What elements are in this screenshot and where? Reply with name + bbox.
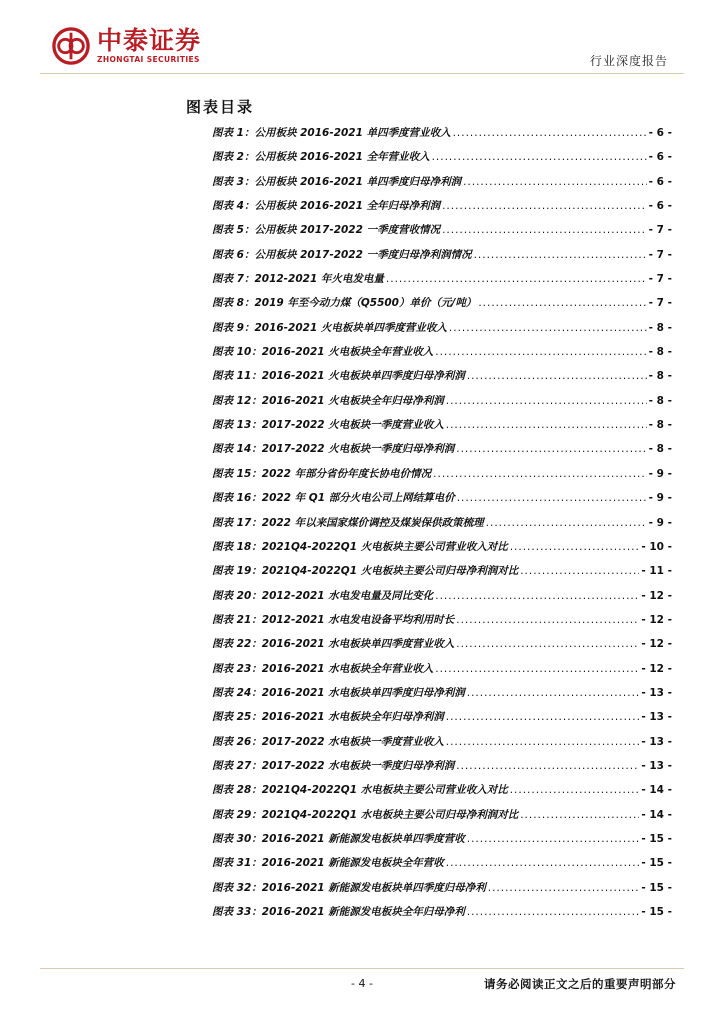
toc-entry-label: 图表 4：公用板块 2016-2021 全年归母净利润 xyxy=(212,200,441,213)
toc-leader-dots xyxy=(449,322,647,334)
toc-leader-dots xyxy=(510,784,640,796)
toc-entry-page: - 8 - xyxy=(648,346,672,359)
toc-entry-label: 图表 3：公用板块 2016-2021 单四季度归母净利润 xyxy=(212,175,462,188)
toc-entry[interactable] xyxy=(212,417,672,441)
toc-entry[interactable] xyxy=(212,247,672,271)
toc-entry-label: 图表 23：2016-2021 水电板块全年营业收入 xyxy=(212,662,434,675)
toc-leader-dots xyxy=(453,127,647,139)
toc-entry-page: - 15 - xyxy=(641,881,672,894)
toc-entry-page: - 15 - xyxy=(641,906,672,918)
toc-entry-page: - 7 - xyxy=(648,297,672,310)
toc-entry[interactable] xyxy=(212,198,672,222)
toc-entry-page: - 7 - xyxy=(648,273,672,286)
toc-entry-label: 图表 18：2021Q4-2022Q1 火电板块主要公司营业收入对比 xyxy=(212,540,508,553)
toc-entry[interactable] xyxy=(212,855,672,879)
toc-leader-dots xyxy=(435,663,639,675)
toc-entry-page: - 6 - xyxy=(648,127,672,139)
toc-entry-page: - 8 - xyxy=(648,370,672,383)
toc-entry[interactable] xyxy=(212,563,672,587)
toc-entry[interactable] xyxy=(212,782,672,806)
toc-entry-label: 图表 30：2016-2021 新能源发电板块单四季度营收 xyxy=(212,832,465,845)
toc-entry-label: 图表 33：2016-2021 新能源发电板块全年归母净利 xyxy=(212,906,465,918)
toc-entry[interactable] xyxy=(212,734,672,758)
toc-entry-label: 图表 28：2021Q4-2022Q1 水电板块主要公司营业收入对比 xyxy=(212,784,508,797)
toc-leader-dots xyxy=(456,638,639,650)
toc-entry-label: 图表 19：2021Q4-2022Q1 火电板块主要公司归母净利润对比 xyxy=(212,565,519,578)
toc-leader-dots xyxy=(435,590,639,602)
toc-entry-label: 图表 24：2016-2021 水电板块单四季度归母净利润 xyxy=(212,686,465,699)
toc-entry-page: - 7 - xyxy=(648,224,672,237)
toc-entry[interactable] xyxy=(212,393,672,417)
toc-leader-dots xyxy=(456,443,646,455)
toc-entry[interactable] xyxy=(212,685,672,709)
toc-entry[interactable] xyxy=(212,174,672,198)
toc-entry-label: 图表 7：2012-2021 年火电发电量 xyxy=(212,273,384,286)
toc-leader-dots xyxy=(463,176,647,188)
toc-entry[interactable] xyxy=(212,880,672,904)
header-divider xyxy=(40,73,684,74)
toc-leader-dots xyxy=(520,809,639,821)
toc-entry-label: 图表 29：2021Q4-2022Q1 水电板块主要公司归母净利润对比 xyxy=(212,808,519,821)
toc-entry[interactable] xyxy=(212,661,672,685)
toc-leader-dots xyxy=(478,297,646,309)
toc-entry-page: - 12 - xyxy=(641,638,672,651)
toc-entry[interactable] xyxy=(212,271,672,295)
toc-entry[interactable] xyxy=(212,515,672,539)
toc-entry-label: 图表 21：2012-2021 水电发电设备平均利用时长 xyxy=(212,613,455,626)
toc-entry[interactable] xyxy=(212,441,672,465)
toc-leader-dots xyxy=(435,346,646,358)
toc-entry-page: - 15 - xyxy=(641,857,672,870)
toc-entry-label: 图表 13：2017-2022 火电板块一季度营业收入 xyxy=(212,419,444,432)
logo-chinese-name: 中泰证券 xyxy=(97,26,202,55)
toc-entry[interactable] xyxy=(212,320,672,344)
toc-entry[interactable] xyxy=(212,222,672,246)
toc-entry-label: 图表 22：2016-2021 水电板块单四季度营业收入 xyxy=(212,638,455,651)
toc-leader-dots xyxy=(467,833,640,845)
toc-leader-dots xyxy=(457,492,647,504)
toc-entry-label: 图表 31：2016-2021 新能源发电板块全年营收 xyxy=(212,857,444,870)
toc-entry[interactable] xyxy=(212,807,672,831)
toc-entry-label: 图表 11：2016-2021 火电板块单四季度归母净利润 xyxy=(212,370,465,383)
toc-entry-label: 图表 15：2022 年部分省份年度长协电价情况 xyxy=(212,467,432,480)
toc-entry-label: 图表 5：公用板块 2017-2022 一季度营收情况 xyxy=(212,224,441,237)
toc-leader-dots xyxy=(474,249,647,261)
toc-entry-page: - 7 - xyxy=(648,248,672,261)
toc-entry-label: 图表 14：2017-2022 火电板块一季度归母净利润 xyxy=(212,443,455,456)
toc-entry[interactable] xyxy=(212,295,672,319)
toc-entry-page: - 8 - xyxy=(648,394,672,407)
toc-entry[interactable] xyxy=(212,344,672,368)
toc-list xyxy=(212,125,672,928)
toc-entry-page: - 13 - xyxy=(641,759,672,772)
toc-leader-dots xyxy=(442,224,647,236)
toc-entry[interactable] xyxy=(212,904,672,928)
toc-entry[interactable] xyxy=(212,636,672,660)
toc-title: 图表目录 xyxy=(186,98,255,116)
toc-entry[interactable] xyxy=(212,149,672,173)
toc-entry-page: - 11 - xyxy=(641,565,672,578)
toc-entry-label: 图表 2：公用板块 2016-2021 全年营业收入 xyxy=(212,151,430,164)
page-number: - 4 - xyxy=(351,977,373,990)
toc-entry-label: 图表 27：2017-2022 水电板块一季度归母净利润 xyxy=(212,759,455,772)
toc-entry[interactable] xyxy=(212,709,672,733)
toc-entry-page: - 13 - xyxy=(641,686,672,699)
toc-leader-dots xyxy=(386,273,647,285)
toc-entry-page: - 13 - xyxy=(641,735,672,748)
toc-entry-page: - 15 - xyxy=(641,832,672,845)
toc-entry-page: - 8 - xyxy=(648,321,672,334)
toc-entry-label: 图表 1：公用板块 2016-2021 单四季度营业收入 xyxy=(212,127,451,139)
toc-entry-page: - 9 - xyxy=(648,492,672,505)
toc-leader-dots xyxy=(510,541,640,553)
toc-entry-label: 图表 12：2016-2021 火电板块全年归母净利润 xyxy=(212,394,444,407)
toc-entry-page: - 6 - xyxy=(648,200,672,213)
toc-entry-label: 图表 20：2012-2021 水电发电量及同比变化 xyxy=(212,589,434,602)
toc-entry-page: - 9 - xyxy=(648,516,672,529)
toc-entry[interactable] xyxy=(212,466,672,490)
logo-english-name: ZHONGTAI SECURITIES xyxy=(97,55,200,64)
toc-entry[interactable] xyxy=(212,125,672,149)
toc-entry-label: 图表 32：2016-2021 新能源发电板块单四季度归母净利 xyxy=(212,881,486,894)
toc-entry[interactable] xyxy=(212,539,672,563)
toc-entry-page: - 14 - xyxy=(641,808,672,821)
toc-leader-dots xyxy=(446,857,640,869)
toc-entry-page: - 8 - xyxy=(648,443,672,456)
zhongtai-logo-icon xyxy=(52,27,90,65)
toc-entry[interactable] xyxy=(212,490,672,514)
report-type-label: 行业深度报告 xyxy=(589,54,668,68)
toc-entry-label: 图表 9：2016-2021 火电板块单四季度营业收入 xyxy=(212,321,447,334)
toc-leader-dots xyxy=(488,882,640,894)
toc-entry-label: 图表 8：2019 年至今动力煤（Q5500）单价（元/吨） xyxy=(212,297,477,310)
toc-entry-page: - 14 - xyxy=(641,784,672,797)
company-logo xyxy=(52,24,201,68)
toc-leader-dots xyxy=(467,370,647,382)
toc-leader-dots xyxy=(433,468,647,480)
toc-leader-dots xyxy=(446,395,647,407)
toc-leader-dots xyxy=(456,760,639,772)
toc-leader-dots xyxy=(446,419,647,431)
disclaimer-text: 请务必阅读正文之后的重要声明部分 xyxy=(484,977,676,991)
toc-entry-label: 图表 6：公用板块 2017-2022 一季度归母净利润情况 xyxy=(212,248,472,261)
toc-entry-page: - 12 - xyxy=(641,662,672,675)
toc-leader-dots xyxy=(442,200,647,212)
toc-entry-page: - 9 - xyxy=(648,467,672,480)
toc-entry[interactable] xyxy=(212,588,672,612)
toc-leader-dots xyxy=(446,736,640,748)
toc-entry-page: - 8 - xyxy=(648,419,672,432)
toc-entry-page: - 6 - xyxy=(648,175,672,188)
toc-leader-dots xyxy=(456,614,639,626)
toc-entry[interactable] xyxy=(212,758,672,782)
footer-divider xyxy=(40,968,684,969)
toc-entry-label: 图表 25：2016-2021 水电板块全年归母净利润 xyxy=(212,711,444,724)
toc-entry-page: - 6 - xyxy=(648,151,672,164)
toc-entry-label: 图表 17：2022 年以来国家煤价调控及煤炭保供政策梳理 xyxy=(212,516,484,529)
toc-entry[interactable] xyxy=(212,831,672,855)
toc-entry-label: 图表 26：2017-2022 水电板块一季度营业收入 xyxy=(212,735,444,748)
toc-entry[interactable] xyxy=(212,612,672,636)
toc-entry[interactable] xyxy=(212,368,672,392)
toc-leader-dots xyxy=(467,906,640,918)
toc-leader-dots xyxy=(432,151,647,163)
toc-leader-dots xyxy=(446,711,640,723)
toc-leader-dots xyxy=(486,517,647,529)
toc-entry-page: - 10 - xyxy=(641,540,672,553)
toc-leader-dots xyxy=(467,687,640,699)
toc-leader-dots xyxy=(520,565,639,577)
toc-entry-page: - 12 - xyxy=(641,613,672,626)
toc-entry-label: 图表 10：2016-2021 火电板块全年营业收入 xyxy=(212,346,434,359)
toc-entry-page: - 13 - xyxy=(641,711,672,724)
toc-entry-page: - 12 - xyxy=(641,589,672,602)
toc-entry-label: 图表 16：2022 年 Q1 部分火电公司上网结算电价 xyxy=(212,492,455,505)
